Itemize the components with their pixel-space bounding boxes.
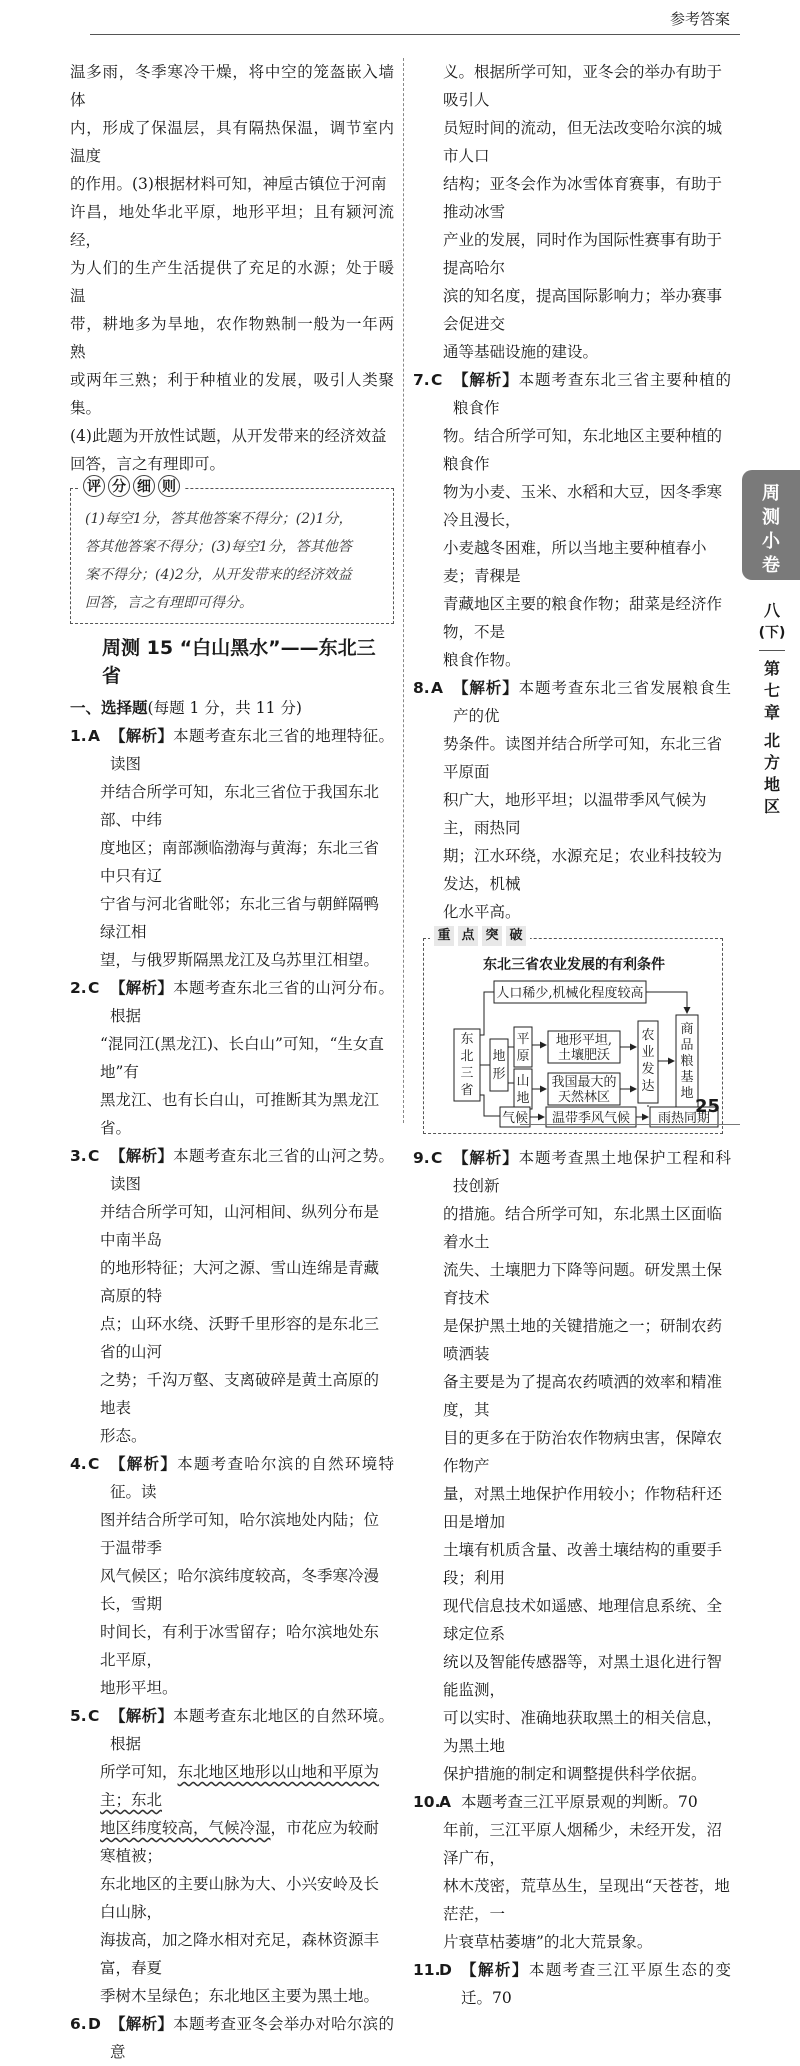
question-item bbox=[70, 1702, 394, 1758]
intro-text bbox=[70, 58, 394, 478]
text-line: 势条件。读图并结合所学可知，东北三省平原面 bbox=[443, 735, 723, 781]
text-line: 度地区；南部濒临渤海与黄海；东北三省中只有辽 bbox=[100, 839, 380, 885]
text-line: 本题考查东北三省的山河之势。读图 bbox=[110, 1147, 394, 1193]
answer-letter: A bbox=[439, 1793, 451, 1811]
text-line: 粮食作物。 bbox=[443, 651, 521, 669]
text-line: 本题考查东北三省的地理特征。读图 bbox=[110, 727, 394, 773]
text-line: 备主要是为了提高农药喷洒的效率和精准度，其 bbox=[443, 1373, 723, 1419]
question-explanation bbox=[110, 2010, 394, 2066]
text-line: 员短时间的流动，但无法改变哈尔滨的城市人口 bbox=[443, 119, 723, 165]
analysis-tag: 【解析】 bbox=[110, 1455, 178, 1473]
column-divider bbox=[403, 58, 404, 1123]
grain-base-char: 粮 bbox=[680, 1054, 694, 1069]
text-line: 期；江水环绕，水源充足；农业科技较为发达，机械 bbox=[443, 847, 723, 893]
grain-base-char: 基 bbox=[680, 1070, 694, 1085]
answer-letter: A bbox=[431, 679, 443, 697]
text-line: 通等基础设施的建设。 bbox=[443, 343, 599, 361]
text-line: 林木茂密，荒草丛生，呈现出“天苍苍，地茫茫，一 bbox=[443, 1877, 730, 1923]
question-number: 11. bbox=[413, 1961, 441, 1979]
side-char: 章 bbox=[763, 703, 780, 722]
text-line: “混同江(黑龙江)、长白山”可知，“生女直地”有 bbox=[100, 1035, 384, 1081]
footer-rule bbox=[520, 1124, 740, 1125]
text-line: 的措施。结合所学可知，东北黑土区面临着水土 bbox=[443, 1205, 723, 1251]
side-tab-char: 周 bbox=[762, 483, 780, 504]
text-line: 义。根据所学可知，亚冬会的举办有助于吸引人 bbox=[443, 63, 723, 109]
question-number: 4. bbox=[70, 1455, 87, 1473]
analysis-tag: 【解析】 bbox=[110, 727, 174, 745]
analysis-tag: 【解析】 bbox=[453, 679, 519, 697]
text-line: (1)每空1分，答其他答案不得分；(2)1分， bbox=[85, 511, 353, 527]
text-line: 小麦越冬困难，所以当地主要种植春小麦；青稞是 bbox=[443, 539, 707, 585]
side-chapter bbox=[754, 658, 790, 724]
side-char: 地 bbox=[763, 775, 780, 794]
question-explanation bbox=[461, 1956, 731, 2012]
question-number: 5. bbox=[70, 1707, 87, 1725]
text-line: 现代信息技术如遥感、地理信息系统、全球定位系 bbox=[443, 1597, 723, 1643]
analysis-tag: 【解析】 bbox=[110, 1147, 174, 1165]
analysis-tag: 【解析】 bbox=[110, 2015, 174, 2033]
question-explanation bbox=[453, 674, 731, 730]
title-char: 突 bbox=[482, 926, 502, 946]
text-line: 结构；亚冬会作为冰雪体育赛事，有助于推动冰雪 bbox=[443, 175, 723, 221]
mountain-char: 地 bbox=[516, 1091, 530, 1106]
text-line: 目的更多在于防治农作物病虫害，保障农作物产 bbox=[443, 1429, 723, 1475]
sub-title-label: 一、选择题 bbox=[70, 699, 148, 717]
sub-title-note: (每题 1 分，共 11 分) bbox=[147, 699, 302, 717]
question-explanation bbox=[110, 1702, 394, 1758]
text-line: 黑龙江、也有长白山，可推断其为黑龙江省。 bbox=[100, 1091, 380, 1137]
text-line: 时间长，有利于冰雪留存；哈尔滨地处东北平原， bbox=[100, 1623, 380, 1669]
forest-line: 我国最大的 bbox=[551, 1075, 617, 1090]
text-line: 图并结合所学可知，哈尔滨地处内陆；位于温带季 bbox=[100, 1511, 380, 1557]
rain-heat-label: 雨热同期 bbox=[657, 1111, 711, 1126]
answer-letter: D bbox=[439, 1961, 452, 1979]
text-line: 形态。 bbox=[100, 1427, 147, 1445]
text-line: 的作用。(3)根据材料可知，神垕古镇位于河南 bbox=[70, 175, 387, 193]
side-char: (下) bbox=[758, 625, 786, 641]
side-char: 方 bbox=[763, 753, 780, 772]
question-explanation bbox=[110, 722, 394, 778]
text-line: (4)此题为开放性试题，从开发带来的经济效益 bbox=[70, 427, 387, 445]
text-line: 统以及智能传感器等，对黑土退化进行智能监测， bbox=[443, 1653, 723, 1699]
question-item bbox=[70, 2010, 394, 2066]
question-continuation bbox=[413, 730, 731, 926]
text-line: 物。结合所学可知，东北地区主要种植的粮食作 bbox=[443, 427, 723, 473]
text-line: 本题考查东北地区的自然环境。根据 bbox=[110, 1707, 394, 1753]
text-line: 青藏地区主要的粮食作物；甜菜是经济作物，不是 bbox=[443, 595, 723, 641]
question-continuation bbox=[70, 1030, 394, 1142]
side-divider bbox=[759, 650, 785, 651]
diagram-title: 东北三省农业发展的有利条件 bbox=[483, 957, 665, 973]
northeast-char: 省 bbox=[460, 1083, 474, 1098]
agriculture-char: 发 bbox=[641, 1062, 655, 1077]
grading-rules-title bbox=[79, 475, 184, 497]
side-char: 八 bbox=[763, 601, 780, 620]
text-line: 温多雨，冬季寒冷干燥，将中空的笼盔嵌入墙体 bbox=[70, 63, 394, 109]
question-item bbox=[413, 1144, 731, 1200]
answer-letter: C bbox=[88, 1147, 100, 1165]
text-line: 本题考查黑土地保护工程和科技创新 bbox=[453, 1149, 731, 1195]
title-char: 点 bbox=[458, 926, 478, 946]
question-explanation bbox=[453, 1144, 731, 1200]
analysis-tag: 【解析】 bbox=[110, 979, 174, 997]
question-number: 8. bbox=[413, 679, 430, 697]
text-line: 产业的发展，同时作为国际性赛事有助于提高哈尔 bbox=[443, 231, 723, 277]
analysis-tag: 【解析】 bbox=[110, 1707, 174, 1725]
side-char: 北 bbox=[763, 731, 780, 750]
text-line: 本题考查亚冬会举办对哈尔滨的意 bbox=[110, 2015, 394, 2061]
northeast-char: 三 bbox=[460, 1066, 474, 1081]
text-line: 积广大，地形平坦；以温带季风气候为主，雨热同 bbox=[443, 791, 707, 837]
text-line: 本题考查哈尔滨的自然环境特征。读 bbox=[110, 1455, 394, 1501]
agriculture-char: 业 bbox=[641, 1045, 655, 1060]
text-line: 流失、土壤肥力下降等问题。研发黑土保育技术 bbox=[443, 1261, 723, 1307]
question-number: 7. bbox=[413, 371, 430, 389]
question-continuation bbox=[413, 1816, 731, 1956]
text-line: 内，形成了保温层，具有隔热保温，调节室内温度 bbox=[70, 119, 394, 165]
left-column bbox=[70, 58, 394, 2066]
title-char: 分 bbox=[108, 475, 130, 497]
side-char: 区 bbox=[763, 797, 780, 816]
question-number: 3. bbox=[70, 1147, 87, 1165]
grading-rules-text bbox=[85, 505, 383, 617]
text-line: 案不得分；(4)2分，从开发带来的经济效益 bbox=[85, 567, 352, 583]
text-line: 回答，言之有理即可。 bbox=[70, 455, 226, 473]
flat-fertile-line: 土壤肥沃 bbox=[557, 1048, 611, 1063]
question-explanation bbox=[110, 1450, 394, 1506]
grading-rules-box bbox=[70, 479, 394, 624]
text-line: 年前，三江平原人烟稀少，未经开发，沼泽广布， bbox=[443, 1821, 723, 1867]
side-region bbox=[754, 730, 790, 818]
answer-letter: C bbox=[88, 1707, 100, 1725]
answer-letter: D bbox=[88, 2015, 101, 2033]
text-line: 的地形特征；大河之源、雪山连绵是青藏高原的特 bbox=[100, 1259, 380, 1305]
title-char: 细 bbox=[133, 475, 155, 497]
text-line: 本题考查东北三省的山河分布。根据 bbox=[110, 979, 394, 1025]
header-rule bbox=[90, 34, 740, 35]
key-point-box bbox=[423, 928, 723, 1134]
connector-line bbox=[480, 992, 494, 1035]
population-box-label: 人口稀少,机械化程度较高 bbox=[496, 986, 644, 1001]
right-column bbox=[413, 58, 731, 2012]
header-title: 参考答案 bbox=[669, 10, 730, 28]
agriculture-conditions-diagram bbox=[424, 939, 724, 1135]
question-item bbox=[70, 974, 394, 1030]
text-line: 片衰草枯萎塘”的北大荒景象。 bbox=[443, 1933, 653, 1951]
section-title: 周测 15 “白山黑水”——东北三省 bbox=[102, 637, 376, 687]
text-line: 化水平高。 bbox=[443, 903, 521, 921]
connector-line bbox=[480, 1095, 500, 1116]
question-continuation bbox=[70, 1506, 394, 1702]
side-tab-char: 卷 bbox=[762, 555, 780, 576]
answer-letter: C bbox=[88, 979, 100, 997]
answer-letter: C bbox=[431, 1149, 443, 1167]
terrain-char: 地 bbox=[492, 1049, 506, 1064]
wavy-underlined-text: 地区纬度较高，气候冷湿 bbox=[100, 1819, 271, 1837]
grain-base-char: 品 bbox=[680, 1038, 694, 1053]
question-item bbox=[70, 1142, 394, 1198]
question-continuation bbox=[70, 1758, 394, 2010]
text-line: 点；山环水绕、沃野千里形容的是东北三省的山河 bbox=[100, 1315, 380, 1361]
question-continuation bbox=[70, 1198, 394, 1450]
question-item bbox=[70, 722, 394, 778]
text-line: 之势；千沟万壑、支离破碎是黄土高原的地表 bbox=[100, 1371, 380, 1417]
mountain-char: 山 bbox=[516, 1074, 530, 1089]
text-fragment: ，市花应为较耐寒植被； bbox=[100, 1819, 380, 1865]
analysis-tag: 【解析】 bbox=[461, 1961, 529, 1979]
arrow bbox=[646, 992, 687, 1013]
question-number: 1. bbox=[70, 727, 87, 745]
monsoon-label: 温带季风气候 bbox=[551, 1111, 631, 1126]
text-line: 本题考查三江平原景观的判断。70 bbox=[461, 1793, 698, 1811]
text-line: 保护措施的制定和调整提供科学依据。 bbox=[443, 1765, 707, 1783]
side-tab-char: 小 bbox=[762, 531, 780, 552]
agriculture-char: 达 bbox=[641, 1079, 655, 1094]
title-char: 评 bbox=[83, 475, 105, 497]
choice-section-heading bbox=[70, 694, 394, 722]
forest-line: 天然林区 bbox=[557, 1090, 611, 1105]
text-line: 季树木呈绿色；东北地区主要为黑土地。 bbox=[100, 1987, 380, 2005]
q6-continuation bbox=[413, 58, 731, 366]
text-line: 为人们的生产生活提供了充足的水源；处于暖温 bbox=[70, 259, 394, 305]
page-number: 25 bbox=[694, 1096, 720, 1117]
side-tab-char: 测 bbox=[762, 507, 780, 528]
title-char: 重 bbox=[434, 926, 454, 946]
text-line: 答其他答案不得分；(3)每空1分，答其他答 bbox=[85, 539, 352, 555]
question-continuation bbox=[70, 778, 394, 974]
text-line: 地形平坦。 bbox=[100, 1679, 178, 1697]
question-explanation bbox=[453, 366, 731, 422]
question-explanation bbox=[110, 1142, 394, 1198]
text-line: 东北地区的主要山脉为大、小兴安岭及长白山脉， bbox=[100, 1875, 380, 1921]
question-item bbox=[413, 1788, 731, 1816]
text-line: 本题考查三江平原生态的变迁。70 bbox=[461, 1961, 731, 2007]
text-line: 宁省与河北省毗邻；东北三省与朝鲜隔鸭绿江相 bbox=[100, 895, 380, 941]
text-line: 带，耕地多为旱地，农作物熟制一般为一年两熟 bbox=[70, 315, 394, 361]
question-number: 10. bbox=[413, 1793, 441, 1811]
question-item bbox=[413, 674, 731, 730]
side-char: 第 bbox=[763, 659, 780, 678]
analysis-tag: 【解析】 bbox=[453, 371, 519, 389]
question-number: 2. bbox=[70, 979, 87, 997]
question-explanation bbox=[110, 974, 394, 1030]
terrain-char: 形 bbox=[492, 1067, 506, 1082]
text-line: 许昌，地处华北平原，地形平坦；且有颍河流经， bbox=[70, 203, 394, 249]
text-line: 风气候区；哈尔滨纬度较高，冬季寒冷漫长，雪期 bbox=[100, 1567, 380, 1613]
question-item bbox=[413, 1956, 731, 2012]
question-item bbox=[70, 1450, 394, 1506]
question-number: 9. bbox=[413, 1149, 430, 1167]
agriculture-char: 农 bbox=[641, 1028, 655, 1043]
side-tab-weekly-test[interactable] bbox=[742, 470, 800, 580]
analysis-tag: 【解析】 bbox=[453, 1149, 519, 1167]
text-line: 物为小麦、玉米、水稻和大豆，因冬季寒冷且漫长， bbox=[443, 483, 723, 529]
question-continuation bbox=[413, 422, 731, 674]
title-char: 则 bbox=[158, 475, 180, 497]
title-char: 破 bbox=[506, 926, 526, 946]
text-line: 是保护黑土地的关键措施之一；研制农药喷洒装 bbox=[443, 1317, 723, 1363]
page-header bbox=[0, 0, 800, 60]
side-char: 七 bbox=[763, 681, 780, 700]
flat-fertile-line: 地形平坦, bbox=[555, 1033, 613, 1048]
answer-letter: A bbox=[88, 727, 100, 745]
text-line: 回答，言之有理即可得分。 bbox=[85, 595, 253, 611]
climate-label: 气候 bbox=[501, 1111, 529, 1126]
plain-char: 原 bbox=[516, 1049, 530, 1064]
grain-base-char: 地 bbox=[680, 1086, 694, 1101]
text-line: 本题考查东北三省发展粮食生产的优 bbox=[453, 679, 731, 725]
text-line: 本题考查东北三省主要种植的粮食作 bbox=[453, 371, 731, 417]
question-item bbox=[413, 366, 731, 422]
text-line: 并结合所学可知，山河相间、纵列分布是中南半岛 bbox=[100, 1203, 380, 1249]
text-line: 土壤有机质含量、改善土壤结构的重要手段；利用 bbox=[443, 1541, 723, 1587]
northeast-char: 东 bbox=[460, 1032, 474, 1047]
text-line: 海拔高，加之降水相对充足，森林资源丰富，春夏 bbox=[100, 1931, 380, 1977]
text-line: 量，对黑土地保护作用较小；作物秸秆还田是增加 bbox=[443, 1485, 723, 1531]
text-line: 望，与俄罗斯隔黑龙江及乌苏里江相望。 bbox=[100, 951, 380, 969]
question-explanation bbox=[461, 1788, 731, 1816]
text-line: 并结合所学可知，东北三省位于我国东北部、中纬 bbox=[100, 783, 380, 829]
grain-base-char: 商 bbox=[680, 1022, 694, 1037]
answer-letter: C bbox=[431, 371, 443, 389]
plain-char: 平 bbox=[516, 1032, 530, 1047]
wavy-underlined-text: 东北地区地形以山地和平原为主；东北 bbox=[100, 1763, 380, 1809]
text-line: 滨的知名度，提高国际影响力；举办赛事会促进交 bbox=[443, 287, 723, 333]
text-line: 可以实时、准确地获取黑土的相关信息，为黑土地 bbox=[443, 1709, 723, 1755]
question-number: 6. bbox=[70, 2015, 87, 2033]
terrain-box bbox=[490, 1039, 508, 1091]
text-fragment: 所学可知， bbox=[100, 1763, 178, 1781]
northeast-char: 北 bbox=[460, 1049, 474, 1064]
text-line: 或两年三熟；利于种植业的发展，吸引人类聚集。 bbox=[70, 371, 394, 417]
side-grade bbox=[754, 600, 790, 644]
question-continuation bbox=[413, 1200, 731, 1788]
answer-letter: C bbox=[88, 1455, 100, 1473]
